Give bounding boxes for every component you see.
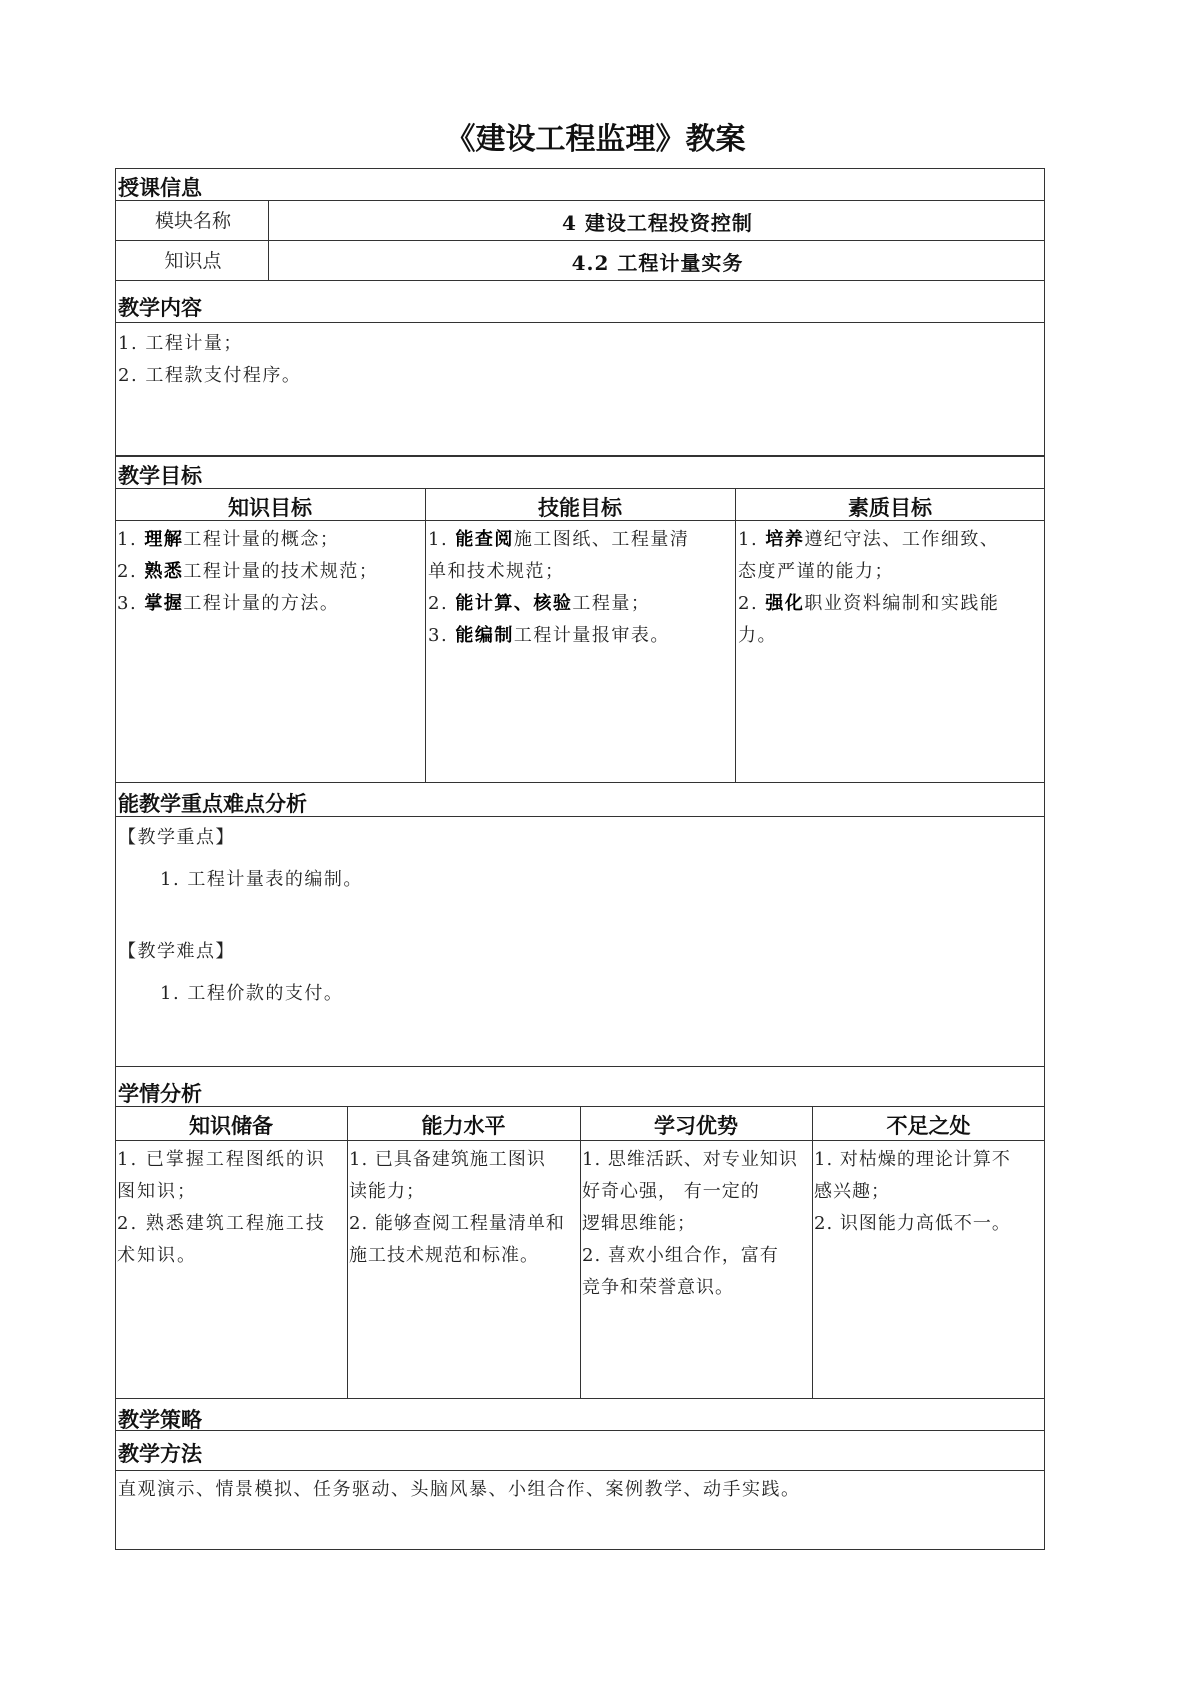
difficulty-item: 1. 工程价款的支付。 <box>160 983 344 1004</box>
module-name-label: 模块名称 <box>154 210 231 232</box>
knowledge-point-label: 知识点 <box>164 250 222 272</box>
column-divider <box>735 488 736 782</box>
analysis-line: 1. 已具备建筑施工图识 <box>349 1149 546 1170</box>
goal-line: 1. 理解工程计量的概念； <box>117 529 340 550</box>
page-title: 《建设工程监理》教案 <box>445 122 746 157</box>
analysis-column-title: 学习优势 <box>654 1114 738 1138</box>
analysis-column-advantage <box>582 1144 810 1304</box>
knowledge-point-value: 4.2 工程计量实务 <box>571 251 744 275</box>
skill-goals <box>428 524 733 652</box>
analysis-line: 1. 已掌握工程图纸的识 <box>117 1149 326 1170</box>
focus-label: 【教学重点】 <box>118 827 235 848</box>
divider <box>115 1430 1045 1431</box>
divider <box>115 240 1045 241</box>
analysis-line: 好奇心强， 有一定的 <box>582 1181 760 1202</box>
analysis-line: 感兴趣； <box>814 1181 890 1202</box>
column-divider <box>425 488 426 782</box>
goal-column-title: 知识目标 <box>228 496 312 520</box>
teaching-methods: 直观演示、情景模拟、任务驱动、头脑风暴、小组合作、案例教学、动手实践。 <box>118 1479 801 1500</box>
goal-line: 态度严谨的能力； <box>738 561 894 582</box>
content-item: 1. 工程计量； <box>118 333 243 354</box>
analysis-line: 竞争和荣誉意识。 <box>582 1277 734 1298</box>
analysis-line: 施工技术规范和标准。 <box>349 1245 539 1266</box>
analysis-line: 2. 识图能力高低不一。 <box>814 1213 1011 1234</box>
goal-line: 2. 强化职业资料编制和实践能 <box>738 593 1000 614</box>
divider <box>115 1470 1045 1471</box>
goal-line: 3. 能编制工程计量报审表。 <box>428 625 670 646</box>
analysis-line: 2. 喜欢小组合作，富有 <box>582 1245 779 1266</box>
divider <box>115 455 1045 457</box>
divider <box>115 488 1045 489</box>
analysis-line: 1. 对枯燥的理论计算不 <box>814 1149 1011 1170</box>
knowledge-goals <box>117 524 422 620</box>
module-name-value: 4 建设工程投资控制 <box>562 211 753 235</box>
column-divider <box>812 1106 813 1398</box>
analysis-column-weakness <box>814 1144 1043 1240</box>
column-divider <box>347 1106 348 1398</box>
goal-line: 单和技术规范； <box>428 561 565 582</box>
section-header-keypoints: 能教学重点难点分析 <box>118 792 307 816</box>
difficulty-label: 【教学难点】 <box>118 941 235 962</box>
analysis-column-ability <box>349 1144 578 1272</box>
section-header-strategy: 教学策略 <box>118 1408 202 1432</box>
goal-line: 1. 培养遵纪守法、工作细致、 <box>738 529 1000 550</box>
section-header-analysis: 学情分析 <box>118 1082 202 1106</box>
section-header-content: 教学内容 <box>118 296 202 320</box>
divider <box>115 200 1045 201</box>
goal-line: 2. 熟悉工程计量的技术规范； <box>117 561 379 582</box>
section-header-info: 授课信息 <box>118 176 202 200</box>
analysis-column-title: 知识储备 <box>189 1114 273 1138</box>
analysis-line: 1. 思维活跃、对专业知识 <box>582 1149 798 1170</box>
goal-line: 力。 <box>738 625 777 646</box>
section-header-goals: 教学目标 <box>118 464 202 488</box>
analysis-line: 2. 能够查阅工程量清单和 <box>349 1213 565 1234</box>
analysis-column-title: 不足之处 <box>886 1114 971 1138</box>
analysis-line: 读能力； <box>349 1181 425 1202</box>
goal-line: 2. 能计算、核验工程量； <box>428 593 651 614</box>
focus-item: 1. 工程计量表的编制。 <box>160 869 363 890</box>
column-divider <box>580 1106 581 1398</box>
content-list <box>118 328 1018 392</box>
divider <box>115 280 1045 281</box>
goal-column-title: 技能目标 <box>538 496 622 520</box>
analysis-column-title: 能力水平 <box>421 1114 506 1138</box>
analysis-line: 逻辑思维能； <box>582 1213 696 1234</box>
goal-line: 1. 能查阅施工图纸、工程量清 <box>428 529 690 550</box>
analysis-column-knowledge <box>117 1144 345 1272</box>
section-header-method: 教学方法 <box>118 1442 202 1466</box>
divider <box>115 1398 1045 1399</box>
divider <box>115 782 1045 783</box>
divider <box>115 1066 1045 1067</box>
column-divider <box>268 200 269 280</box>
goal-line: 3. 掌握工程计量的方法。 <box>117 593 340 614</box>
analysis-line: 术知识。 <box>117 1245 197 1266</box>
goal-column-title: 素质目标 <box>848 496 932 520</box>
analysis-line: 2. 熟悉建筑工程施工技 <box>117 1213 326 1234</box>
divider <box>115 322 1045 323</box>
quality-goals <box>738 524 1043 652</box>
content-item: 2. 工程款支付程序。 <box>118 365 302 386</box>
analysis-line: 图知识； <box>117 1181 197 1202</box>
